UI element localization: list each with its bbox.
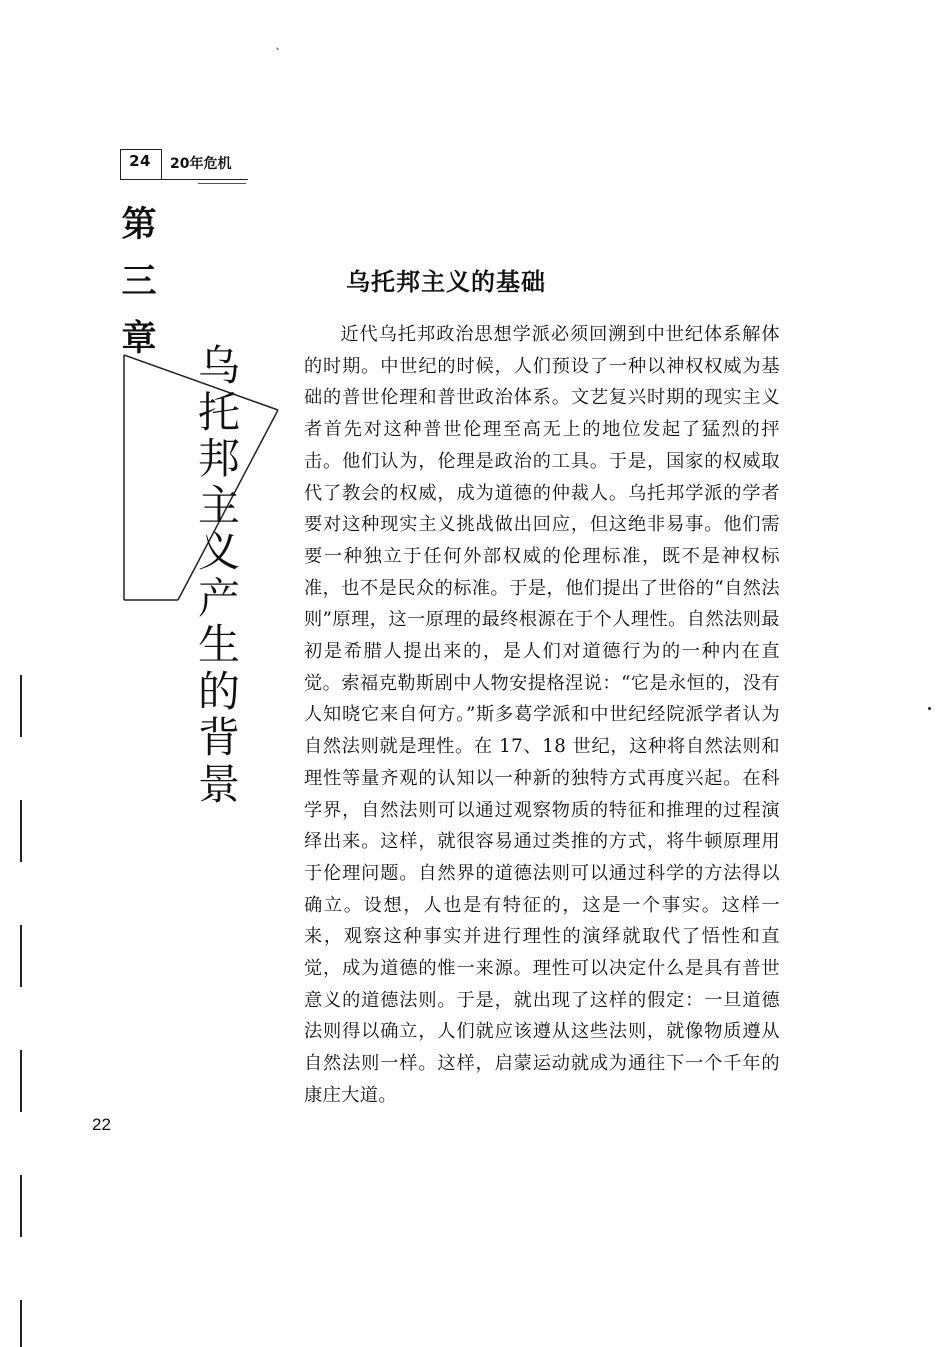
chapter-title-char: 的 [197, 666, 240, 716]
chapter-label-char: 章 [121, 319, 157, 359]
chapter-title-char: 主 [197, 480, 240, 530]
chapter-label-char: 第 [121, 205, 157, 245]
body-paragraph: 近代乌托邦政治思想学派必须回溯到中世纪体系解体的时期。中世纪的时候，人们预设了一种以神权权威为基础的普世伦理和普世政治体系。文艺复兴时期的现实主义者首先对这种普世伦理至高无上的地位发起了猛烈的抨击。他们认为，伦理是政治的工具。于是，国家的权威取代了教会的权威，成为道德的仲裁人。乌托邦学派的学者要对这种现实主义挑战做出回应，但这绝非易事。他们需要一种独立于任何外部权威的伦理标准，既不是神权标准，也不是民众的标准。于是，他们提出了世俗的“自然法则”原理，这一原理的最终根源在于个人理性。自然法则最初是希腊人提出来的，是人们对道德行为的一种内在直觉。索福克勒斯剧中人物安提格涅说：“它是永恒的，没有人知晓它来自何方。”斯多葛学派和中世纪经院派学者认为自然法则就是理性。在 17、18 世纪，这种将自然法则和理性等量齐观的认知以一种新的独特方式再度兴起。在科学界，自然法则可以通过观察物质的特征和推理的过程演绎出来。这样，就很容易通过类推的方式，将牛顿原理用于伦理问题。自然界的道德法则可以通过科学的方法得以确立。设想，人也是有特征的，这是一个事实。这样一来，观察这种事实并进行理性的演绎就取代了悟性和直觉，成为道德的惟一来源。理性可以决定什么是具有普世意义的道德法则。于是，就出现了这样的假定：一旦道德法则得以确立，人们就应该遵从这些法则，就像物质遵从自然法则一样。这样，启蒙运动就成为通往下一个千年的康庄大道。 [304, 324, 780, 1106]
running-book-title: 20年危机 [170, 156, 232, 172]
chapter-title-char: 义 [197, 527, 240, 576]
header-rule-short [198, 183, 246, 184]
footer-page-number: 22 [92, 1115, 111, 1134]
header-page-number: 24 [129, 152, 151, 170]
margin-rule [20, 1175, 22, 1237]
chapter-title-char: 乌 [197, 341, 240, 390]
chapter-label-char: 三 [121, 262, 157, 302]
margin-rule [20, 925, 22, 987]
chapter-title-char: 生 [197, 620, 240, 669]
scan-mark: ˎ [275, 36, 281, 50]
chapter-title-char: 产 [197, 573, 240, 623]
chapter-label [118, 197, 160, 368]
scan-dot [928, 707, 931, 710]
margin-rule [20, 800, 22, 862]
chapter-title [194, 343, 244, 808]
section-heading: 乌托邦主义的基础 [346, 268, 546, 296]
chapter-title-char: 背 [197, 713, 240, 762]
margin-rule [20, 675, 22, 737]
chapter-title-char: 托 [197, 387, 240, 437]
margin-rule [20, 1050, 22, 1112]
chapter-title-char: 景 [197, 759, 240, 809]
margin-rule [20, 1300, 22, 1347]
header-rule [120, 179, 248, 180]
chapter-title-char: 邦 [197, 434, 240, 483]
